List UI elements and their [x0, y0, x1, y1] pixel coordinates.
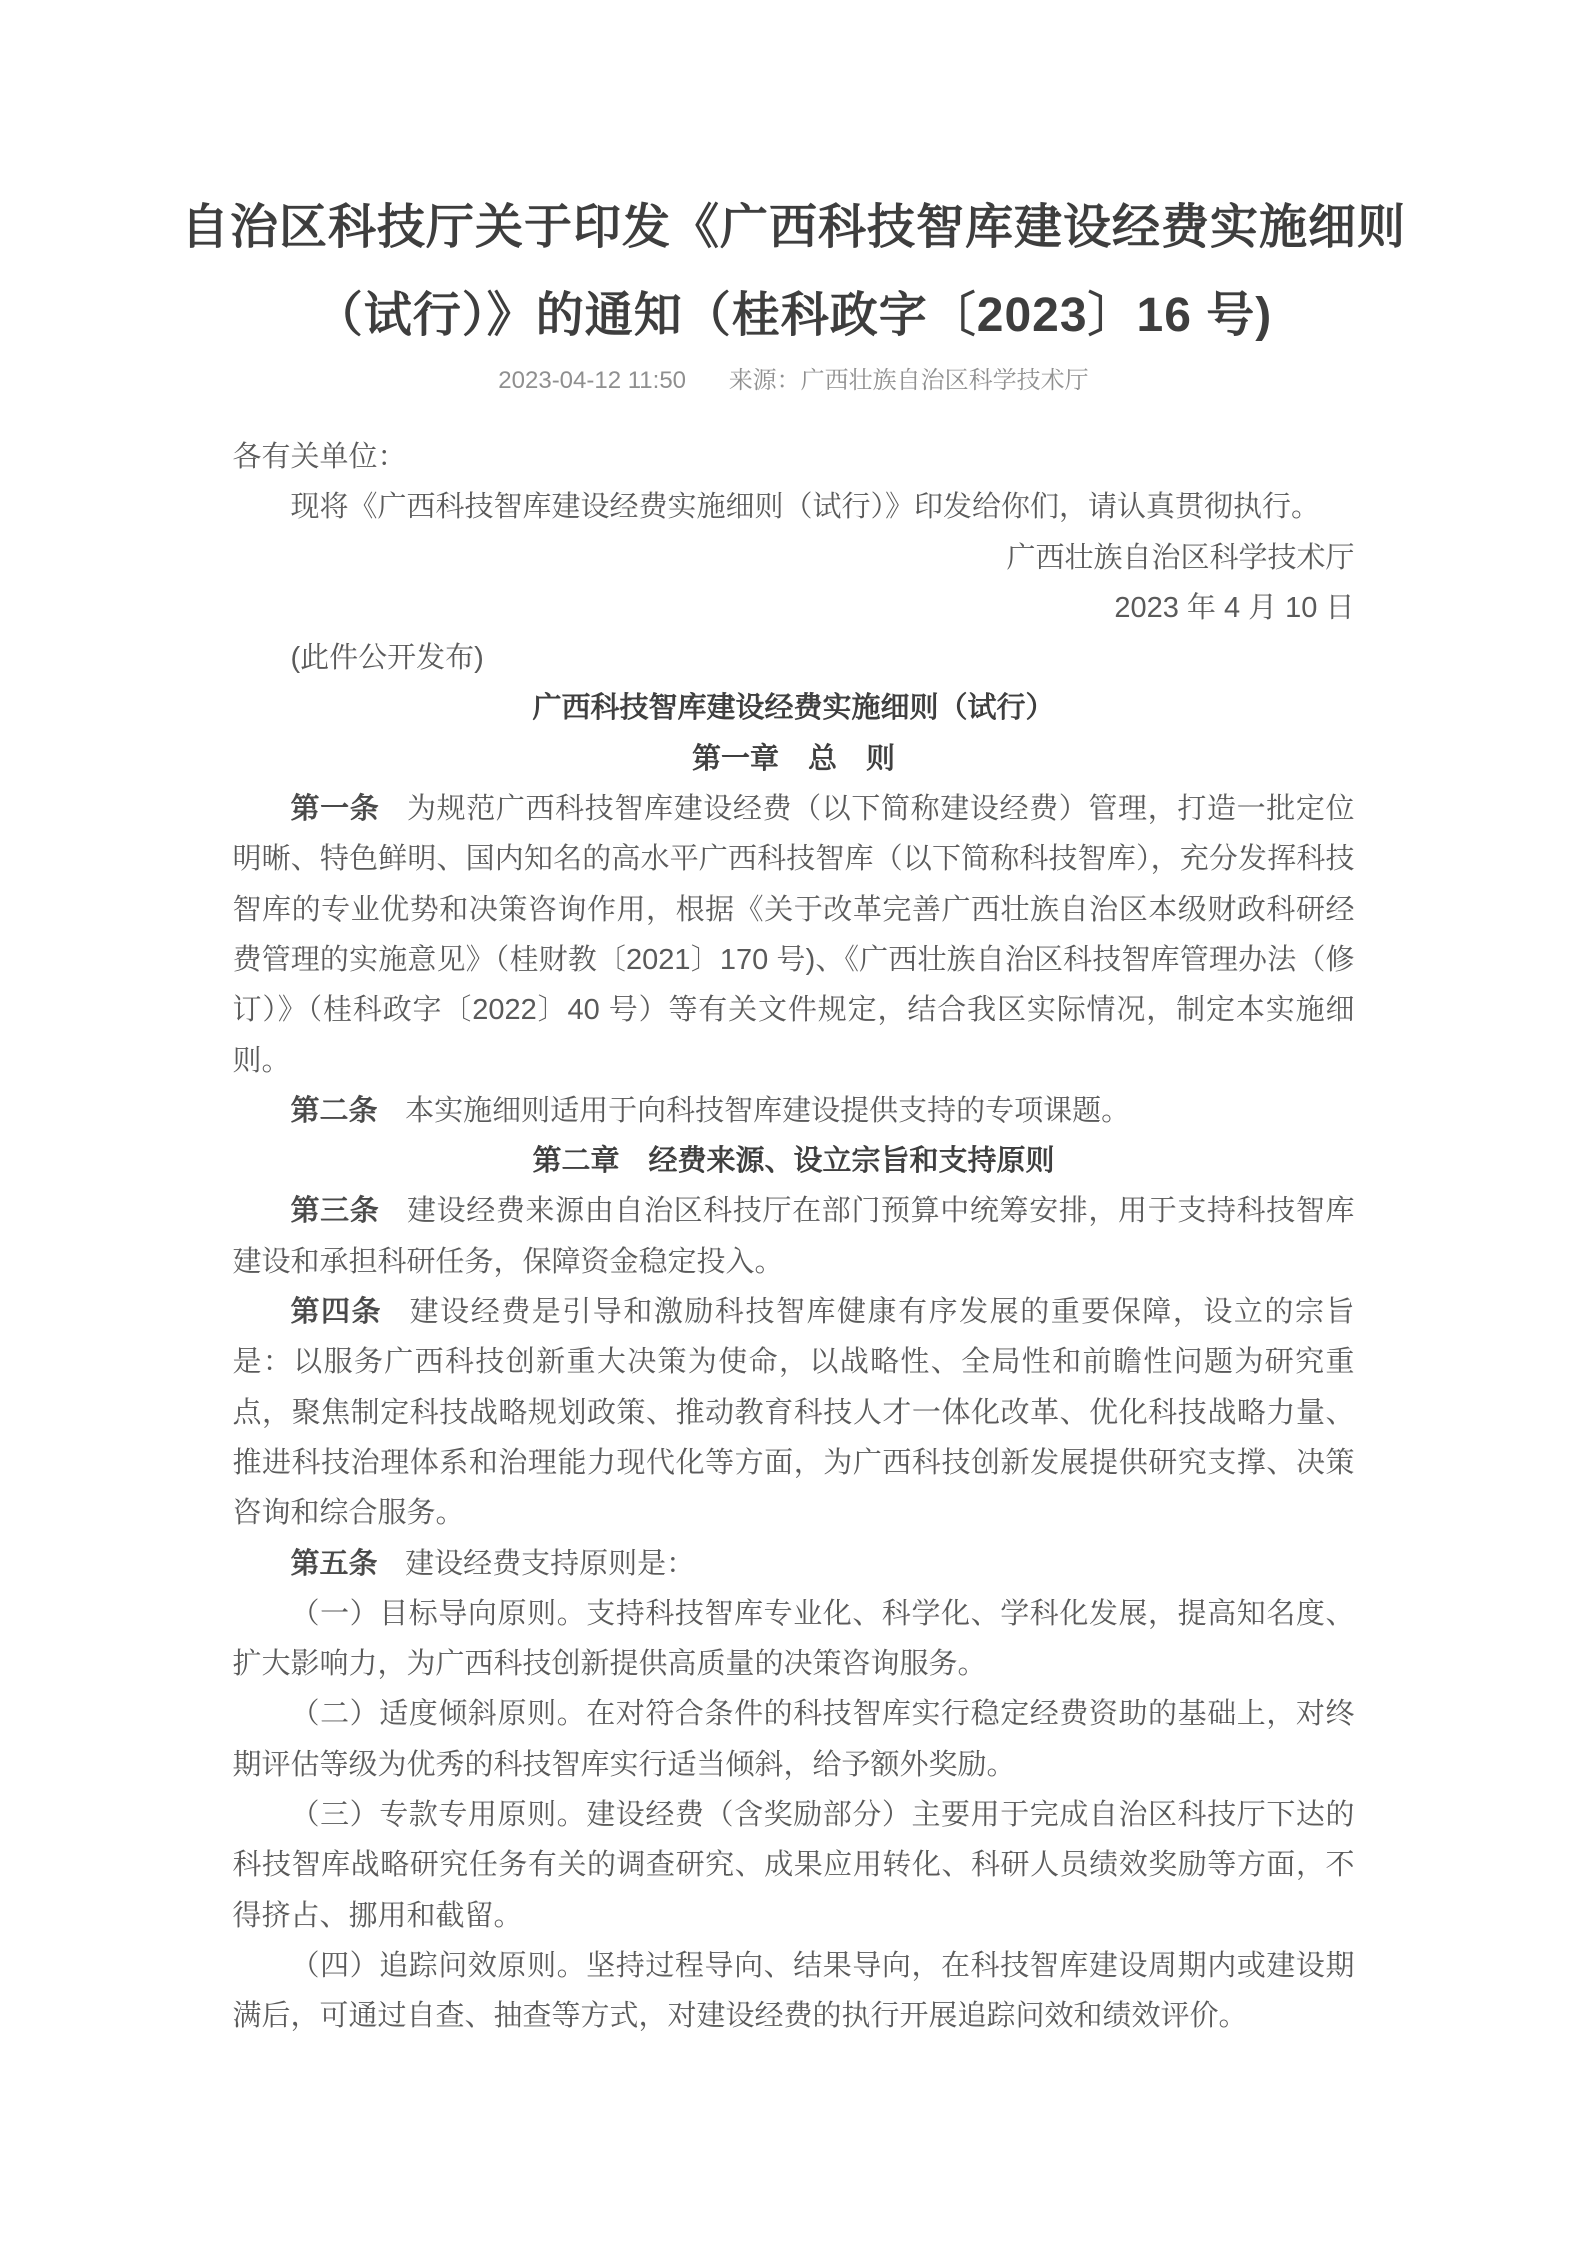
principle-3: （三）专款专用原则。建设经费（含奖励部分）主要用于完成自治区科技厅下达的科技智库战略研究任务有关的调查研究、成果应用转化、科研人员绩效奖励等方面，不得挤占、挪用和截留。: [232, 1799, 1355, 1932]
chapter-heading: 第一章 总 则: [691, 742, 895, 775]
principle-1: （一）目标导向原则。支持科技智库专业化、科学化、学科化发展，提高知名度、扩大影响力，为广西科技创新提供高质量的决策咨询服务。: [232, 1597, 1355, 1681]
notice-paragraph: 现将《广西科技智库建设经费实施细则（试行）》印发给你们，请认真贯彻执行。: [290, 491, 1321, 524]
article-number: 第三条: [290, 1195, 380, 1228]
article-number: 第五条: [290, 1547, 378, 1580]
document-body: [233, 432, 1355, 2042]
meta-line: [174, 364, 1414, 398]
article-2: 第二条 本实施细则适用于向科技智库建设提供支持的专项课题。: [290, 1094, 1131, 1127]
principle-4: （四）追踪问效原则。坚持过程导向、结果导向，在科技智库建设周期内或建设期满后，可通过自查、抽查等方式，对建设经费的执行开展追踪问效和绩效评价。: [232, 1949, 1355, 2033]
page-title-line-1: 自治区科技厅关于印发《广西科技智库建设经费实施细则: [180, 201, 1406, 254]
page-title: [174, 184, 1414, 360]
source-label: 来源：广西壮族自治区科学技术厅: [728, 367, 1089, 394]
publish-datetime: 2023-04-12 11:50: [498, 367, 687, 394]
principle-2: （二）适度倾斜原则。在对符合条件的科技智库实行稳定经费资助的基础上，对终期评估等级为优秀的科技智库实行适当倾斜，给予额外奖励。: [232, 1698, 1355, 1781]
document-subtitle: 广西科技智库建设经费实施细则（试行）: [532, 692, 1055, 725]
article-1: 第一条 为规范广西科技智库建设经费（以下简称建设经费）管理，打造一批定位明晰、特色鲜明、国内知名的高水平广西科技智库（以下简称科技智库），充分发挥科技智库的专业优势和决策咨询作用，根据《关于改革完善广西壮族自治区本级财政科研经费管理的实施意见》（桂财教〔2021〕170 号)、《广西壮族自治区科技智库管理办法（修订）》（桂科政字〔2022〕40 号）等有关文件规定，结合我区实际情况，制定本实施细则。: [232, 793, 1355, 1077]
article-number: 第一条: [290, 793, 380, 826]
article-4: 第四条 建设经费是引导和激励科技智库健康有序发展的重要保障，设立的宗旨是：以服务广西科技创新重大决策为使命，以战略性、全局性和前瞻性问题为研究重点，聚焦制定科技战略规划政策、推动教育科技人才一体化改革、优化科技战略力量、推进科技治理体系和治理能力现代化等方面，为广西科技创新发展提供研究支撑、决策咨询和综合服务。: [232, 1296, 1355, 1530]
chapter-heading: 第二章 经费来源、设立宗旨和支持原则: [532, 1145, 1055, 1178]
article-5: 第五条 建设经费支持原则是：: [290, 1547, 696, 1580]
article-number: 第二条: [290, 1094, 378, 1127]
salutation: 各有关单位：: [232, 441, 407, 473]
page-title-line-2: （试行）》的通知（桂科政字〔2023〕16 号): [314, 289, 1273, 342]
article-number: 第四条: [290, 1296, 383, 1329]
article-3: 第三条 建设经费来源由自治区科技厅在部门预算中统筹安排，用于支持科技智库建设和承担科研任务，保障资金稳定投入。: [232, 1195, 1355, 1278]
document-page: [174, 0, 1414, 2042]
signature-org: 广西壮族自治区科学技术厅: [1006, 541, 1355, 574]
public-release-note: (此件公开发布): [290, 642, 484, 675]
signature-date: 2023 年 4 月 10 日: [1114, 591, 1355, 624]
